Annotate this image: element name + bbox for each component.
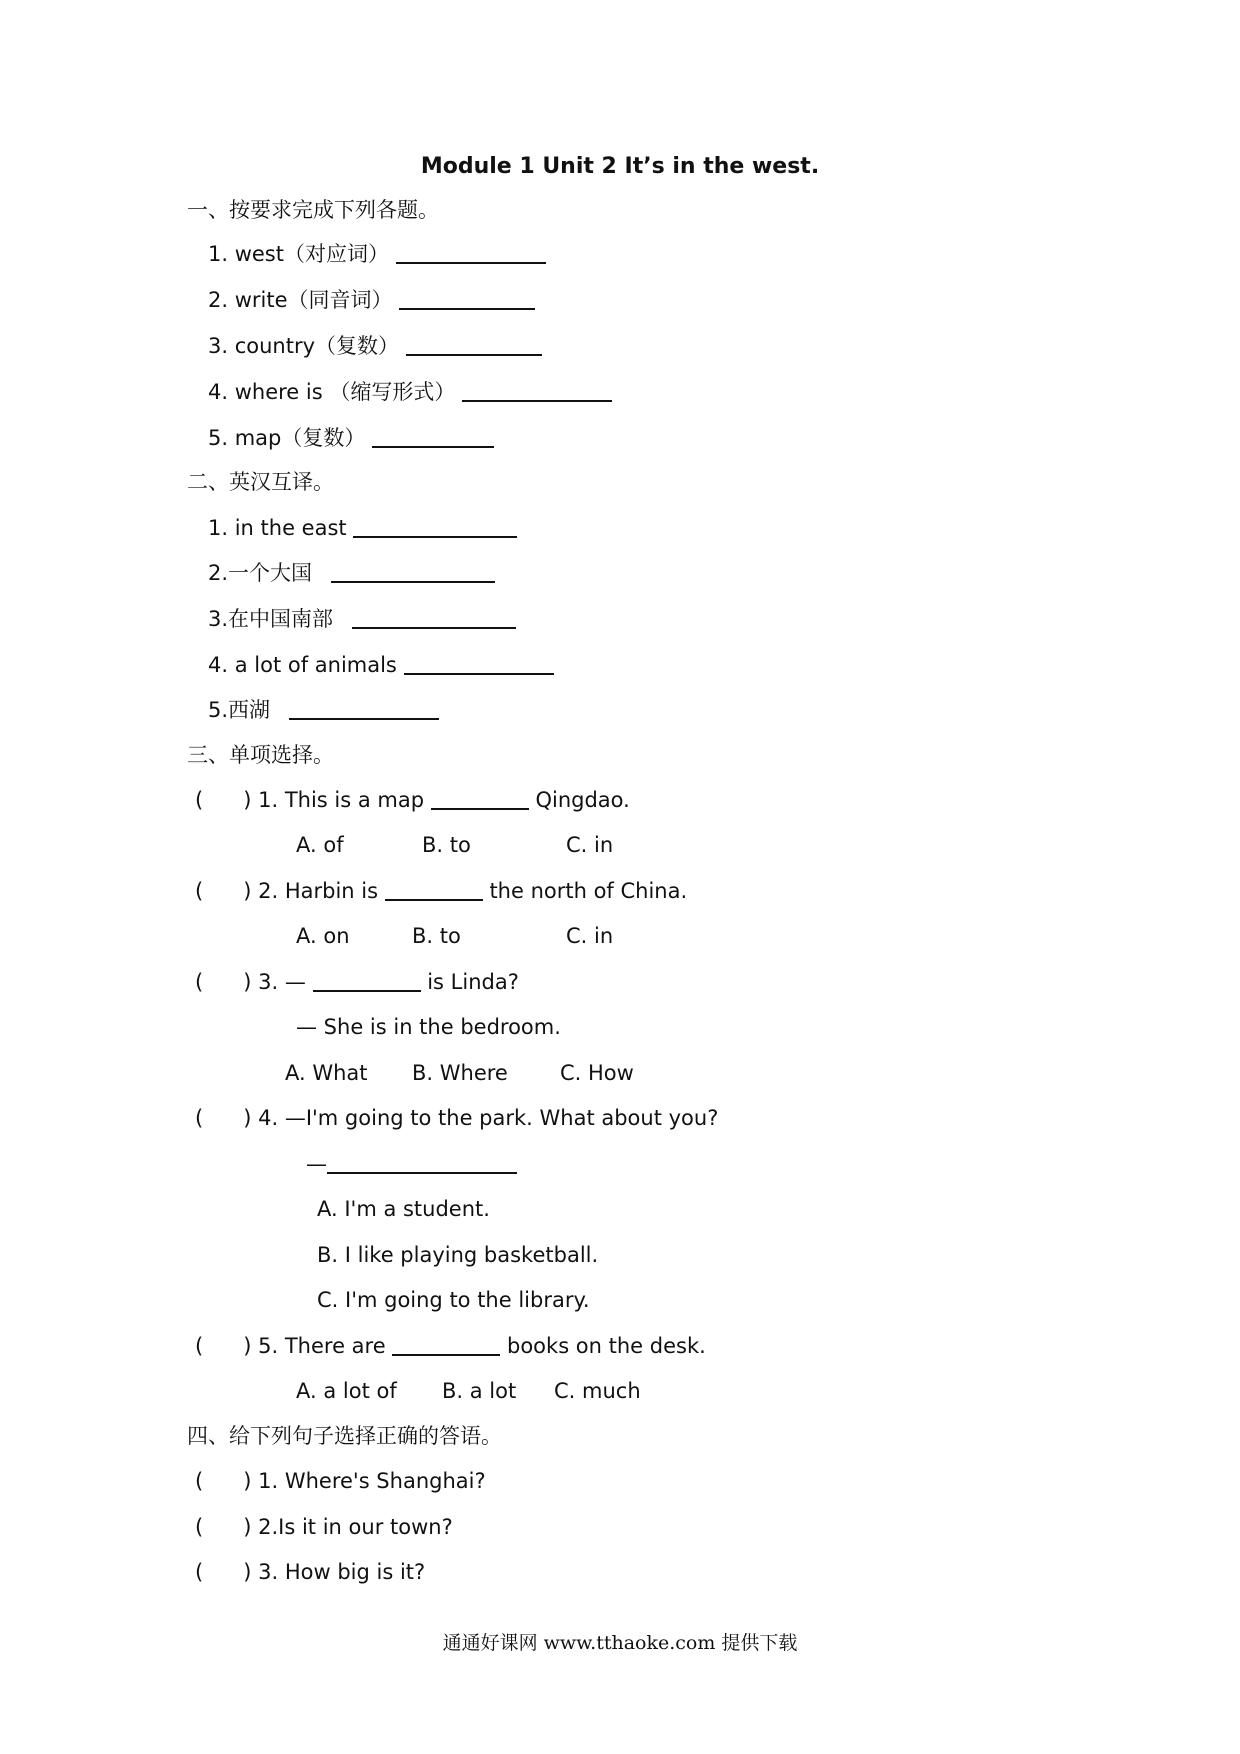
- s2-item-5: [208, 696, 439, 724]
- answer-blank[interactable]: [331, 559, 495, 583]
- s1-item-5: [208, 424, 494, 452]
- s3-q3-pre: 3. —: [258, 970, 306, 994]
- s3-q5-post: books on the desk.: [507, 1334, 706, 1358]
- s1-item-2-text: 2. write（同音词）: [208, 288, 393, 312]
- answer-blank[interactable]: [392, 1332, 500, 1356]
- s3-question-1: [195, 786, 630, 814]
- s3-q2-pre: 2. Harbin is: [258, 879, 379, 903]
- s3-q4-dash: —: [306, 1152, 327, 1176]
- answer-paren[interactable]: ( ): [195, 879, 252, 903]
- answer-blank[interactable]: [462, 378, 612, 402]
- s3-question-5: [195, 1332, 706, 1360]
- answer-blank[interactable]: [372, 424, 494, 448]
- s3-question-2: [195, 877, 687, 905]
- s3-q2-option-c[interactable]: C. in: [566, 924, 614, 948]
- s3-q3-answer-line: — She is in the bedroom.: [296, 1015, 561, 1039]
- s3-q1-option-c[interactable]: C. in: [566, 833, 614, 857]
- s3-q2-option-a[interactable]: A. on: [296, 924, 350, 948]
- s1-item-3-text: 3. country（复数）: [208, 334, 400, 358]
- s1-item-1: [208, 240, 546, 268]
- s2-item-1: [208, 514, 517, 542]
- s3-q5-option-c[interactable]: C. much: [554, 1379, 641, 1403]
- answer-paren[interactable]: ( ): [195, 1334, 252, 1358]
- s1-item-2: [208, 286, 535, 314]
- s3-q5-pre: 5. There are: [258, 1334, 386, 1358]
- answer-paren[interactable]: ( ): [195, 970, 252, 994]
- answer-blank[interactable]: [406, 332, 542, 356]
- s3-q4-option-c[interactable]: C. I'm going to the library.: [317, 1288, 590, 1312]
- s4-q1-text: 1. Where's Shanghai?: [258, 1469, 486, 1493]
- s3-q5-option-b[interactable]: B. a lot: [442, 1379, 517, 1403]
- section-1-heading: 一、按要求完成下列各题。: [187, 198, 439, 222]
- answer-paren[interactable]: ( ): [195, 1515, 252, 1539]
- s3-q1-post: Qingdao.: [535, 788, 630, 812]
- page-footer: 通通好课网 www.tthaoke.com 提供下载: [442, 1632, 798, 1654]
- s2-item-3: [208, 605, 516, 633]
- answer-blank[interactable]: [352, 605, 516, 629]
- s4-question-1: [195, 1467, 486, 1495]
- s4-q2-text: 2.Is it in our town?: [258, 1515, 453, 1539]
- section-4-heading: 四、给下列句子选择正确的答语。: [187, 1424, 502, 1448]
- s3-question-3: [195, 968, 519, 996]
- answer-paren[interactable]: ( ): [195, 1560, 252, 1584]
- s3-q5-option-a[interactable]: A. a lot of: [296, 1379, 397, 1403]
- s3-q4-response-line: [306, 1150, 517, 1178]
- answer-paren[interactable]: ( ): [195, 788, 252, 812]
- answer-blank[interactable]: [327, 1150, 517, 1174]
- s2-item-1-text: 1. in the east: [208, 516, 347, 540]
- page-title: Module 1 Unit 2 It’s in the west.: [420, 154, 820, 179]
- s3-q3-post: is Linda?: [427, 970, 519, 994]
- s1-item-1-text: 1. west（对应词）: [208, 242, 389, 266]
- answer-paren[interactable]: ( ): [195, 1469, 252, 1493]
- s3-q4-text: 4. —I'm going to the park. What about you?: [258, 1106, 719, 1130]
- s4-question-3: [195, 1558, 425, 1586]
- s2-item-2: [208, 559, 495, 587]
- s1-item-4: [208, 378, 612, 406]
- s1-item-5-text: 5. map（复数）: [208, 426, 366, 450]
- s2-item-4-text: 4. a lot of animals: [208, 653, 397, 677]
- s3-question-4: [195, 1104, 718, 1132]
- answer-blank[interactable]: [289, 696, 439, 720]
- section-2-heading: 二、英汉互译。: [187, 470, 334, 494]
- s1-item-3: [208, 332, 542, 360]
- s4-question-2: [195, 1513, 453, 1541]
- s2-item-3-text: 3.在中国南部: [208, 607, 334, 631]
- s3-q2-option-b[interactable]: B. to: [412, 924, 461, 948]
- s2-item-2-text: 2.一个大国: [208, 561, 313, 585]
- s1-item-4-text: 4. where is （缩写形式）: [208, 380, 456, 404]
- s4-q3-text: 3. How big is it?: [258, 1560, 426, 1584]
- s3-q3-option-a[interactable]: A. What: [285, 1061, 368, 1085]
- answer-blank[interactable]: [399, 286, 535, 310]
- answer-blank[interactable]: [313, 968, 421, 992]
- s3-q3-option-b[interactable]: B. Where: [412, 1061, 508, 1085]
- s3-q4-option-b[interactable]: B. I like playing basketball.: [317, 1243, 599, 1267]
- answer-blank[interactable]: [404, 651, 554, 675]
- s3-q4-option-a[interactable]: A. I'm a student.: [317, 1197, 490, 1221]
- answer-blank[interactable]: [431, 786, 529, 810]
- answer-blank[interactable]: [396, 240, 546, 264]
- s2-item-4: [208, 651, 554, 679]
- s2-item-5-text: 5.西湖: [208, 698, 271, 722]
- s3-q2-post: the north of China.: [489, 879, 688, 903]
- answer-blank[interactable]: [353, 514, 517, 538]
- s3-q1-pre: 1. This is a map: [258, 788, 425, 812]
- section-3-heading: 三、单项选择。: [187, 743, 334, 767]
- answer-paren[interactable]: ( ): [195, 1106, 252, 1130]
- s3-q3-option-c[interactable]: C. How: [560, 1061, 634, 1085]
- answer-blank[interactable]: [385, 877, 483, 901]
- s3-q1-option-a[interactable]: A. of: [296, 833, 344, 857]
- s3-q1-option-b[interactable]: B. to: [422, 833, 471, 857]
